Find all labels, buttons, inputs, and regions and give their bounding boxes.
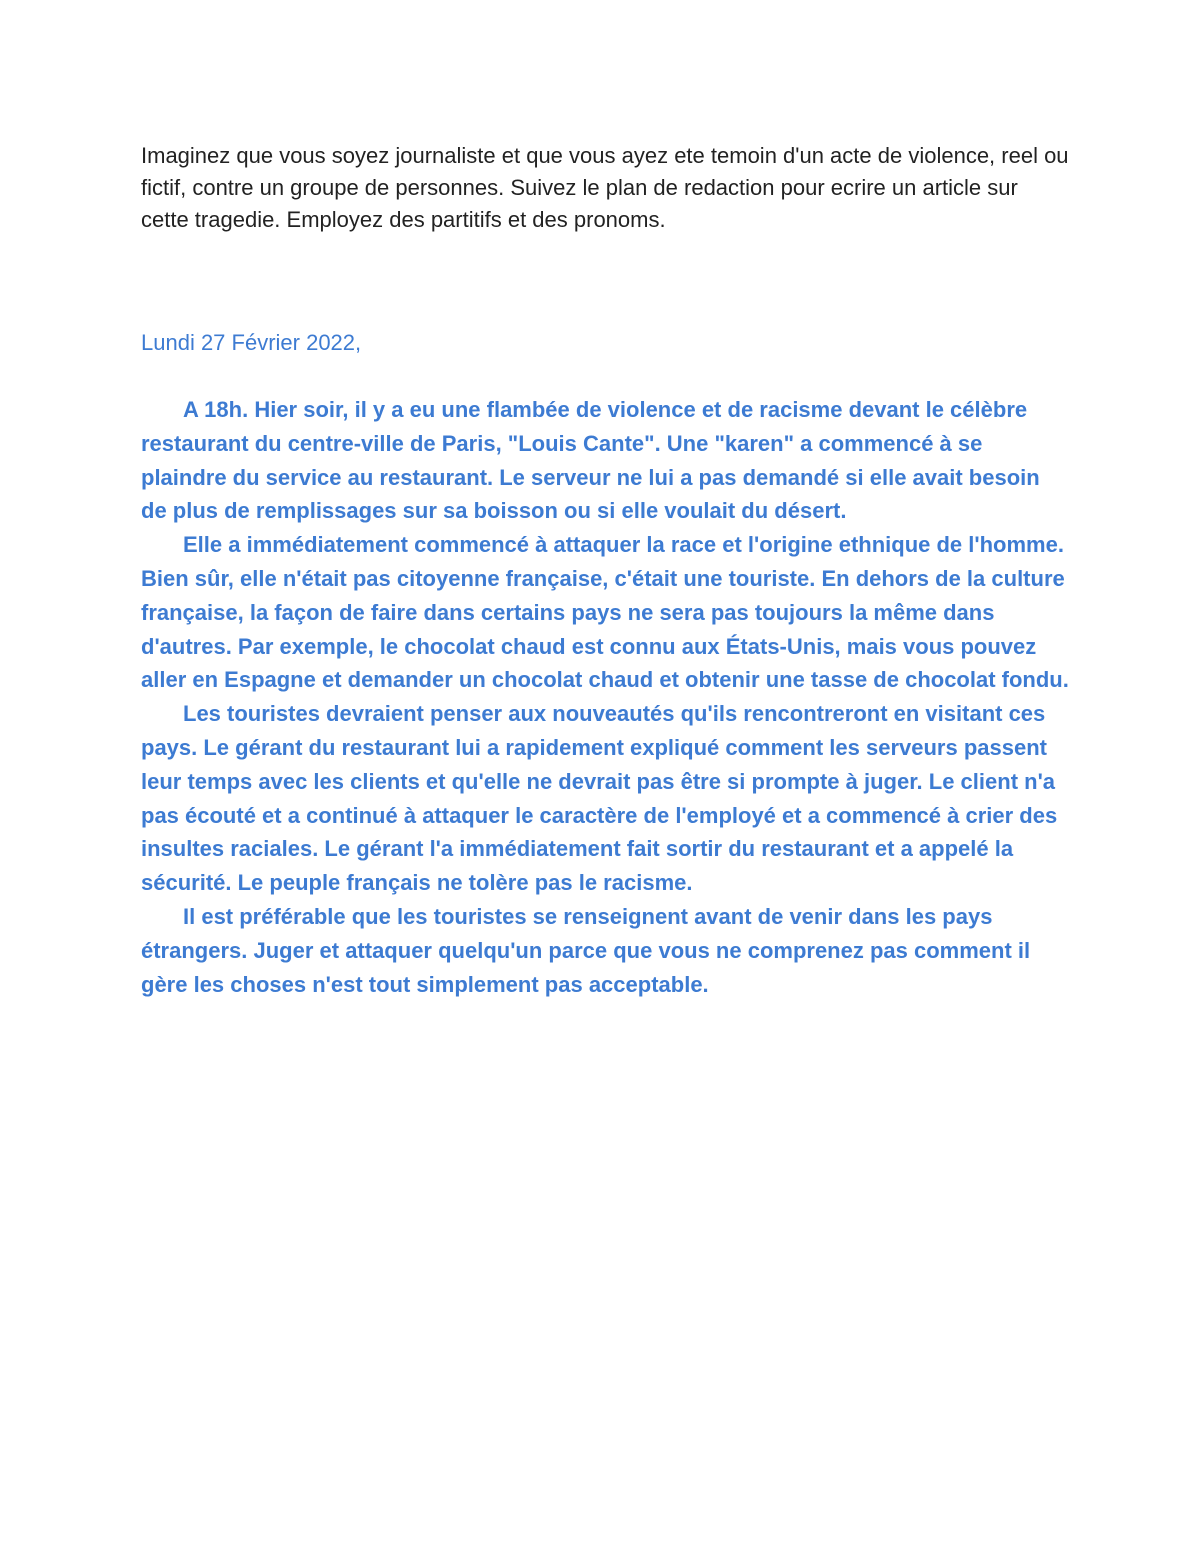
article-paragraph-4: Il est préférable que les touristes se renseignent avant de venir dans les pays étrangers. Juger et attaquer quelqu'un parce que vous ne comprenez pas comment il gère les choses n'est tout simplement pas acceptable.: [141, 903, 1031, 997]
article-paragraph-2: Elle a immédiatement commencé à attaquer la race et l'origine ethnique de l'homme. Bien sûr, elle n'était pas citoyenne française, c'était une touriste. En dehors de la culture française, la façon de faire dans certains pays ne sera pas toujours la même dans d'autres. Par exemple, le chocolat chaud est connu aux États-Unis, mais vous pouvez aller en Espagne et demander un chocolat chaud et obtenir une tasse de chocolat fondu.: [141, 532, 1069, 693]
article-paragraph-3: Les touristes devraient penser aux nouveautés qu'ils rencontreront en visitant ces pays. Le gérant du restaurant lui a rapidement expliqué comment les serveurs passent leur temps avec les clients et qu'elle ne devrait pas être si prompte à juger. Le client n'a pas écouté et a continué à attaquer le caractère de l'employé et a commencé à crier des insultes raciales. Le gérant l'a immédiatement fait sortir du restaurant et a appelé la sécurité. Le peuple français ne tolère pas le racisme.: [141, 701, 1058, 896]
article-body: [141, 393, 1071, 1001]
assignment-prompt: Imaginez que vous soyez journaliste et que vous ayez ete temoin d'un acte de violence, reel ou fictif, contre un groupe de personnes. Suivez le plan de redaction pour ecrire un article sur cette tragedie. Employez des partitifs et des pronoms.: [141, 143, 1069, 232]
article-date: Lundi 27 Février 2022,: [141, 330, 362, 355]
article-paragraph-1: A 18h. Hier soir, il y a eu une flambée de violence et de racisme devant le célèbre restaurant du centre-ville de Paris, "Louis Cante". Une "karen" a commencé à se plaindre du service au restaurant. Le serveur ne lui a pas demandé si elle avait besoin de plus de remplissages sur sa boisson ou si elle voulait du désert.: [141, 397, 1040, 524]
